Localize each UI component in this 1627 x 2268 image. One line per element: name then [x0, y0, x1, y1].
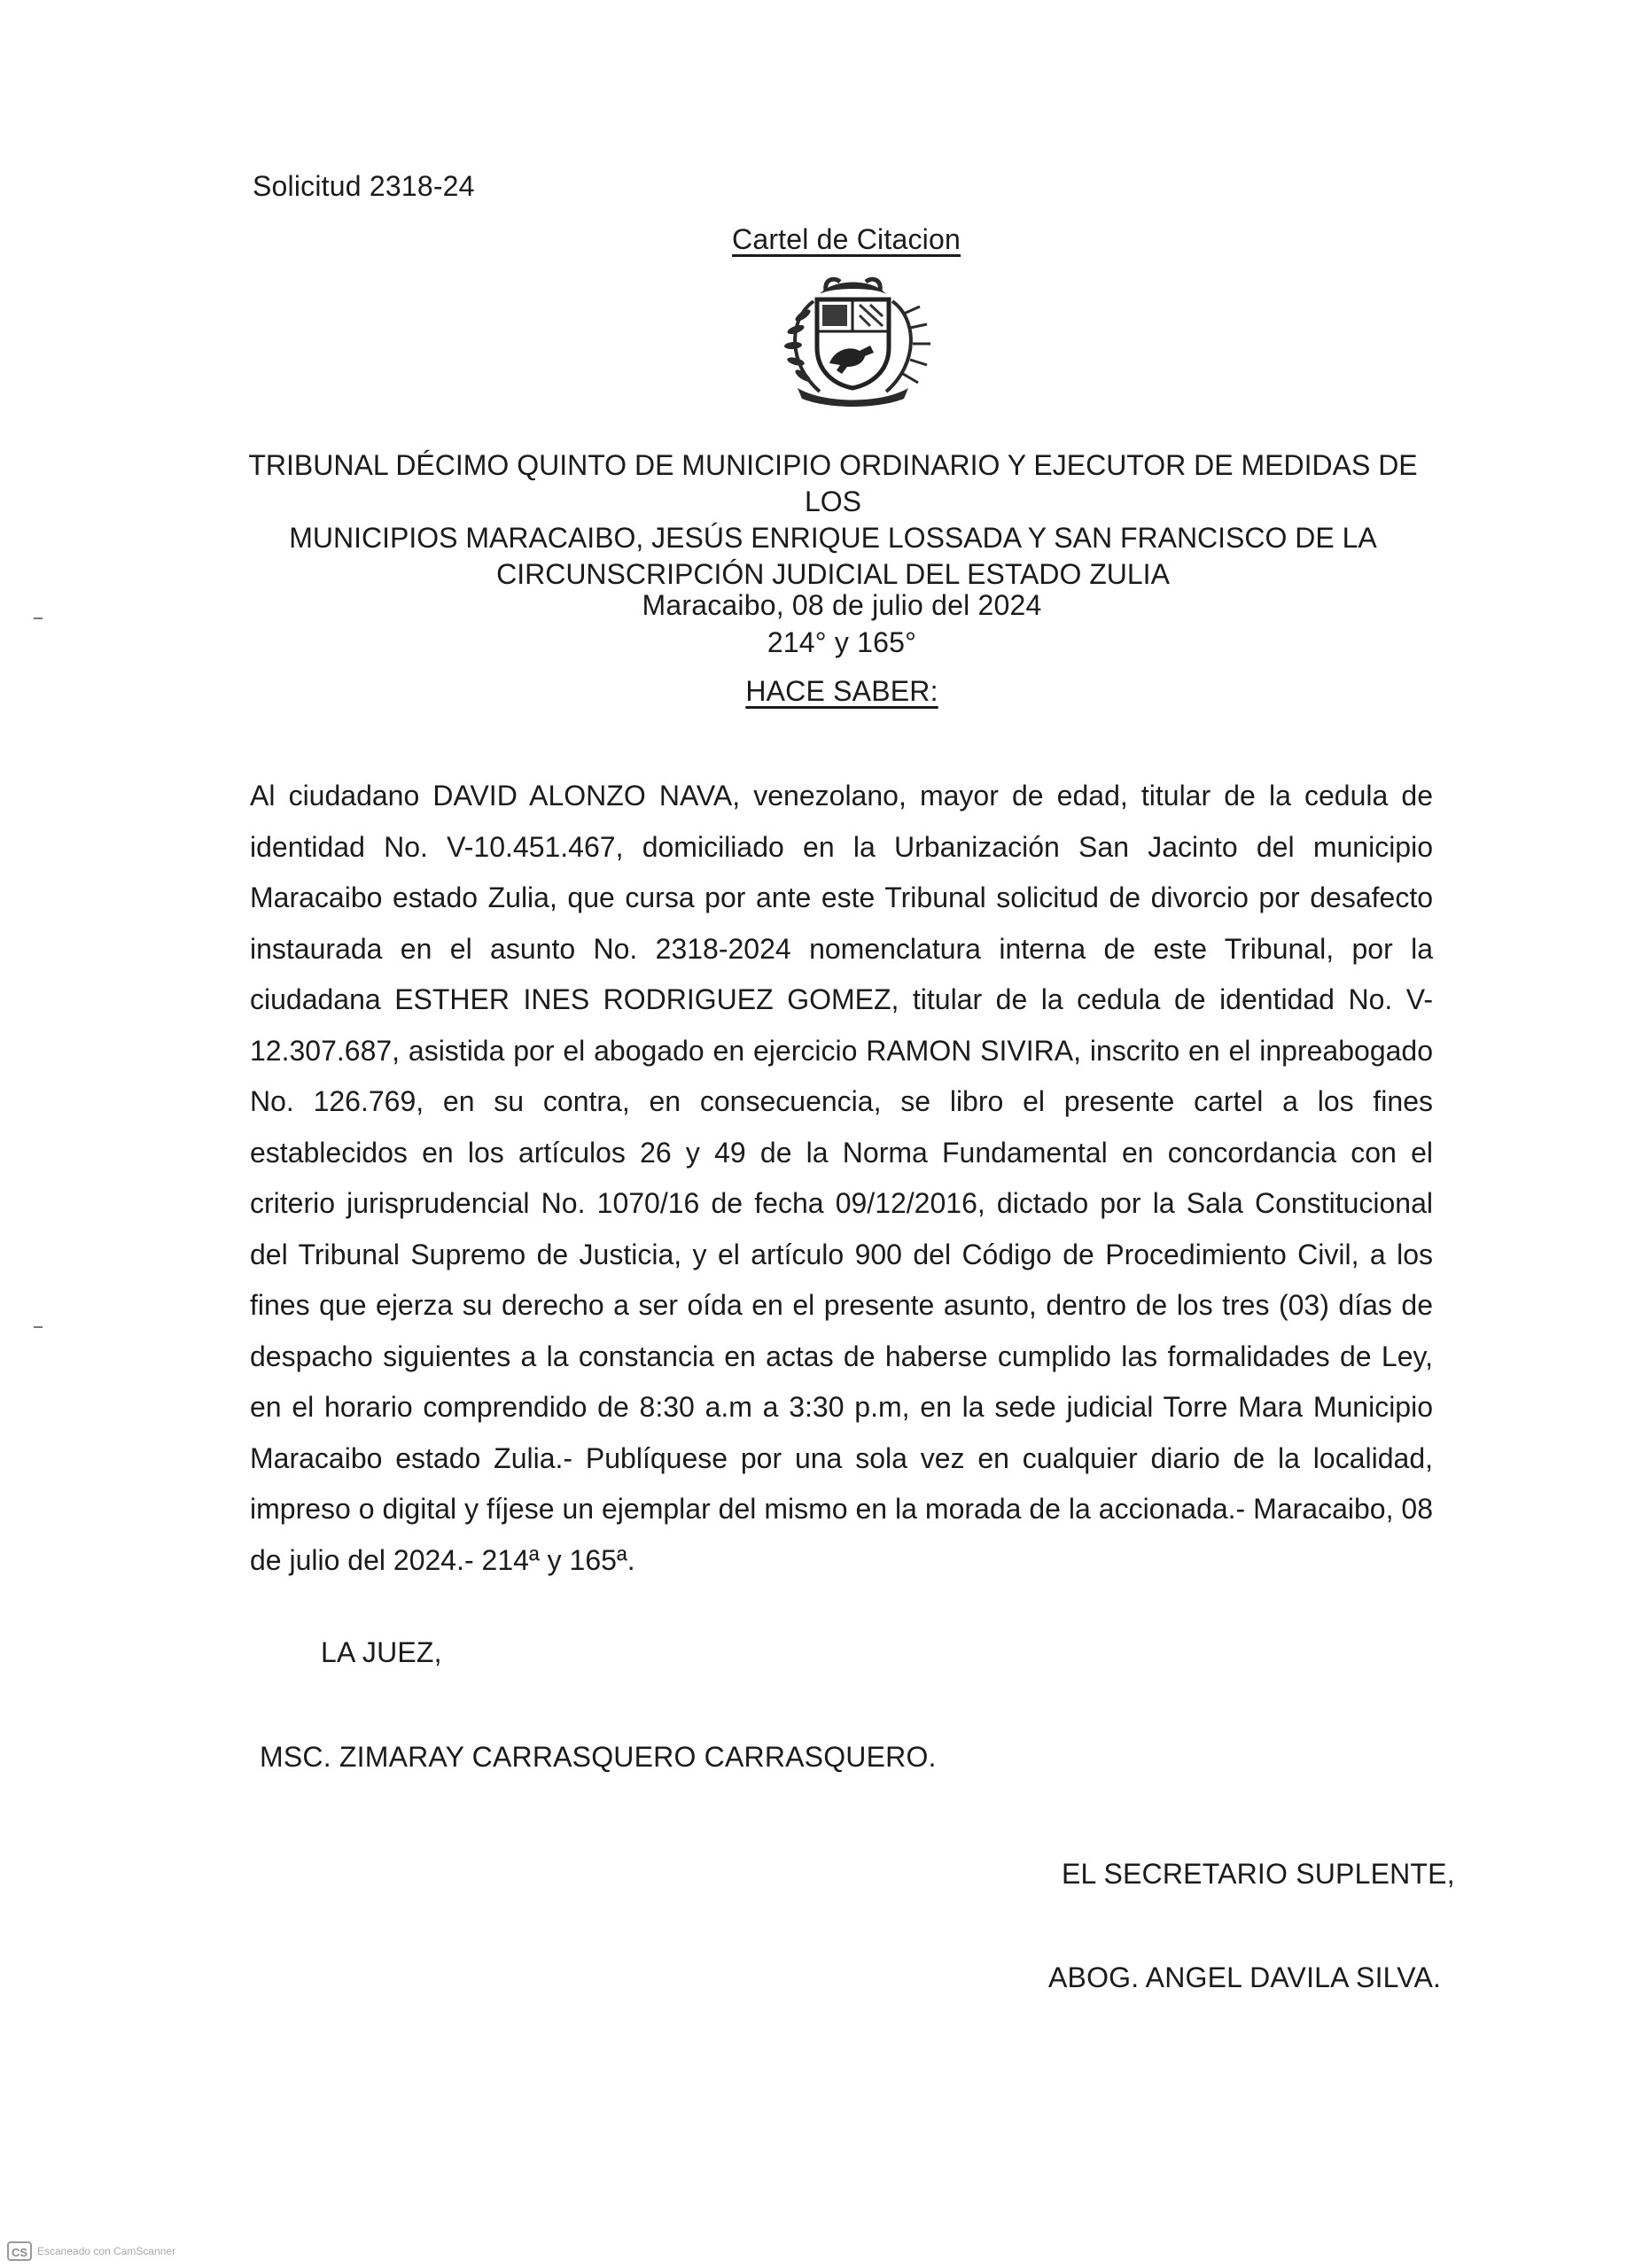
- citation-body: Al ciudadano DAVID ALONZO NAVA, venezolano, mayor de edad, titular de la cedula de identidad No. V-10.451.467, domiciliado en la Urbanización San Jacinto del municipio Maracaibo estado Zulia, que cursa por ante este Tribunal solicitud de divorcio por desafecto instaurada en el asunto No. 2318-2024 nomenclatura interna de este Tribunal, por la ciudadana ESTHER INES RODRIGUEZ GOMEZ, titular de la cedula de identidad No. V-12.307.687, asistida por el abogado en ejercicio RAMON SIVIRA, inscrito en el inpreabogado No. 126.769, en su contra, en consecuencia, se libro el presente cartel a los fines establecidos en los artículos 26 y 49 de la Norma Fundamental en concordancia con el criterio jurisprudencial No. 1070/16 de fecha 09/12/2016, dictado por la Sala Constitucional del Tribunal Supremo de Justicia, y el artículo 900 del Código de Procedimiento Civil, a los fines que ejerza su derecho a ser oída en el presente asunto, dentro de los tres (03) días de despacho siguientes a la constancia en actas de haberse cumplido las formalidades de Ley, en el horario comprendido de 8:30 a.m a 3:30 p.m, en la sede judicial Torre Mara Municipio Maracaibo estado Zulia.- Publíquese por una sola vez en cualquier diario de la localidad, impreso o digital y fíjese un ejemplar del mismo en la morada de la accionada.- Maracaibo, 08 de julio del 2024.- 214ª y 165ª.: [250, 780, 1433, 1576]
- tribunal-heading: [230, 447, 1436, 593]
- independence-years: 214° y 165°: [767, 626, 917, 658]
- solicitud-number: Solicitud 2318-24: [253, 170, 475, 202]
- document-title: Cartel de Citacion: [732, 223, 961, 255]
- scanner-watermark: [7, 2241, 175, 2261]
- judge-role: LA JUEZ,: [321, 1636, 442, 1668]
- scanner-text: Escaneado con CamScanner: [37, 2245, 176, 2257]
- camscanner-icon: CS: [7, 2241, 32, 2261]
- judge-name: MSC. ZIMARAY CARRASQUERO CARRASQUERO.: [260, 1741, 937, 1773]
- coat-of-arms-icon: [771, 275, 935, 408]
- tribunal-line-3: CIRCUNSCRIPCIÓN JUDICIAL DEL ESTADO ZULIA: [496, 558, 1170, 590]
- hace-saber-heading: HACE SABER:: [745, 675, 938, 707]
- secretary-name: ABOG. ANGEL DAVILA SILVA.: [1048, 1961, 1442, 1993]
- secretary-role: EL SECRETARIO SUPLENTE,: [1062, 1858, 1455, 1890]
- scan-mark: [34, 617, 43, 619]
- tribunal-line-2: MUNICIPIOS MARACAIBO, JESÚS ENRIQUE LOSSADA Y SAN FRANCISCO DE LA: [289, 522, 1377, 554]
- tribunal-line-1: TRIBUNAL DÉCIMO QUINTO DE MUNICIPIO ORDINARIO Y EJECUTOR DE MEDIDAS DE LOS: [248, 449, 1418, 517]
- scan-mark: [34, 1326, 43, 1328]
- place-date: Maracaibo, 08 de julio del 2024: [642, 589, 1042, 621]
